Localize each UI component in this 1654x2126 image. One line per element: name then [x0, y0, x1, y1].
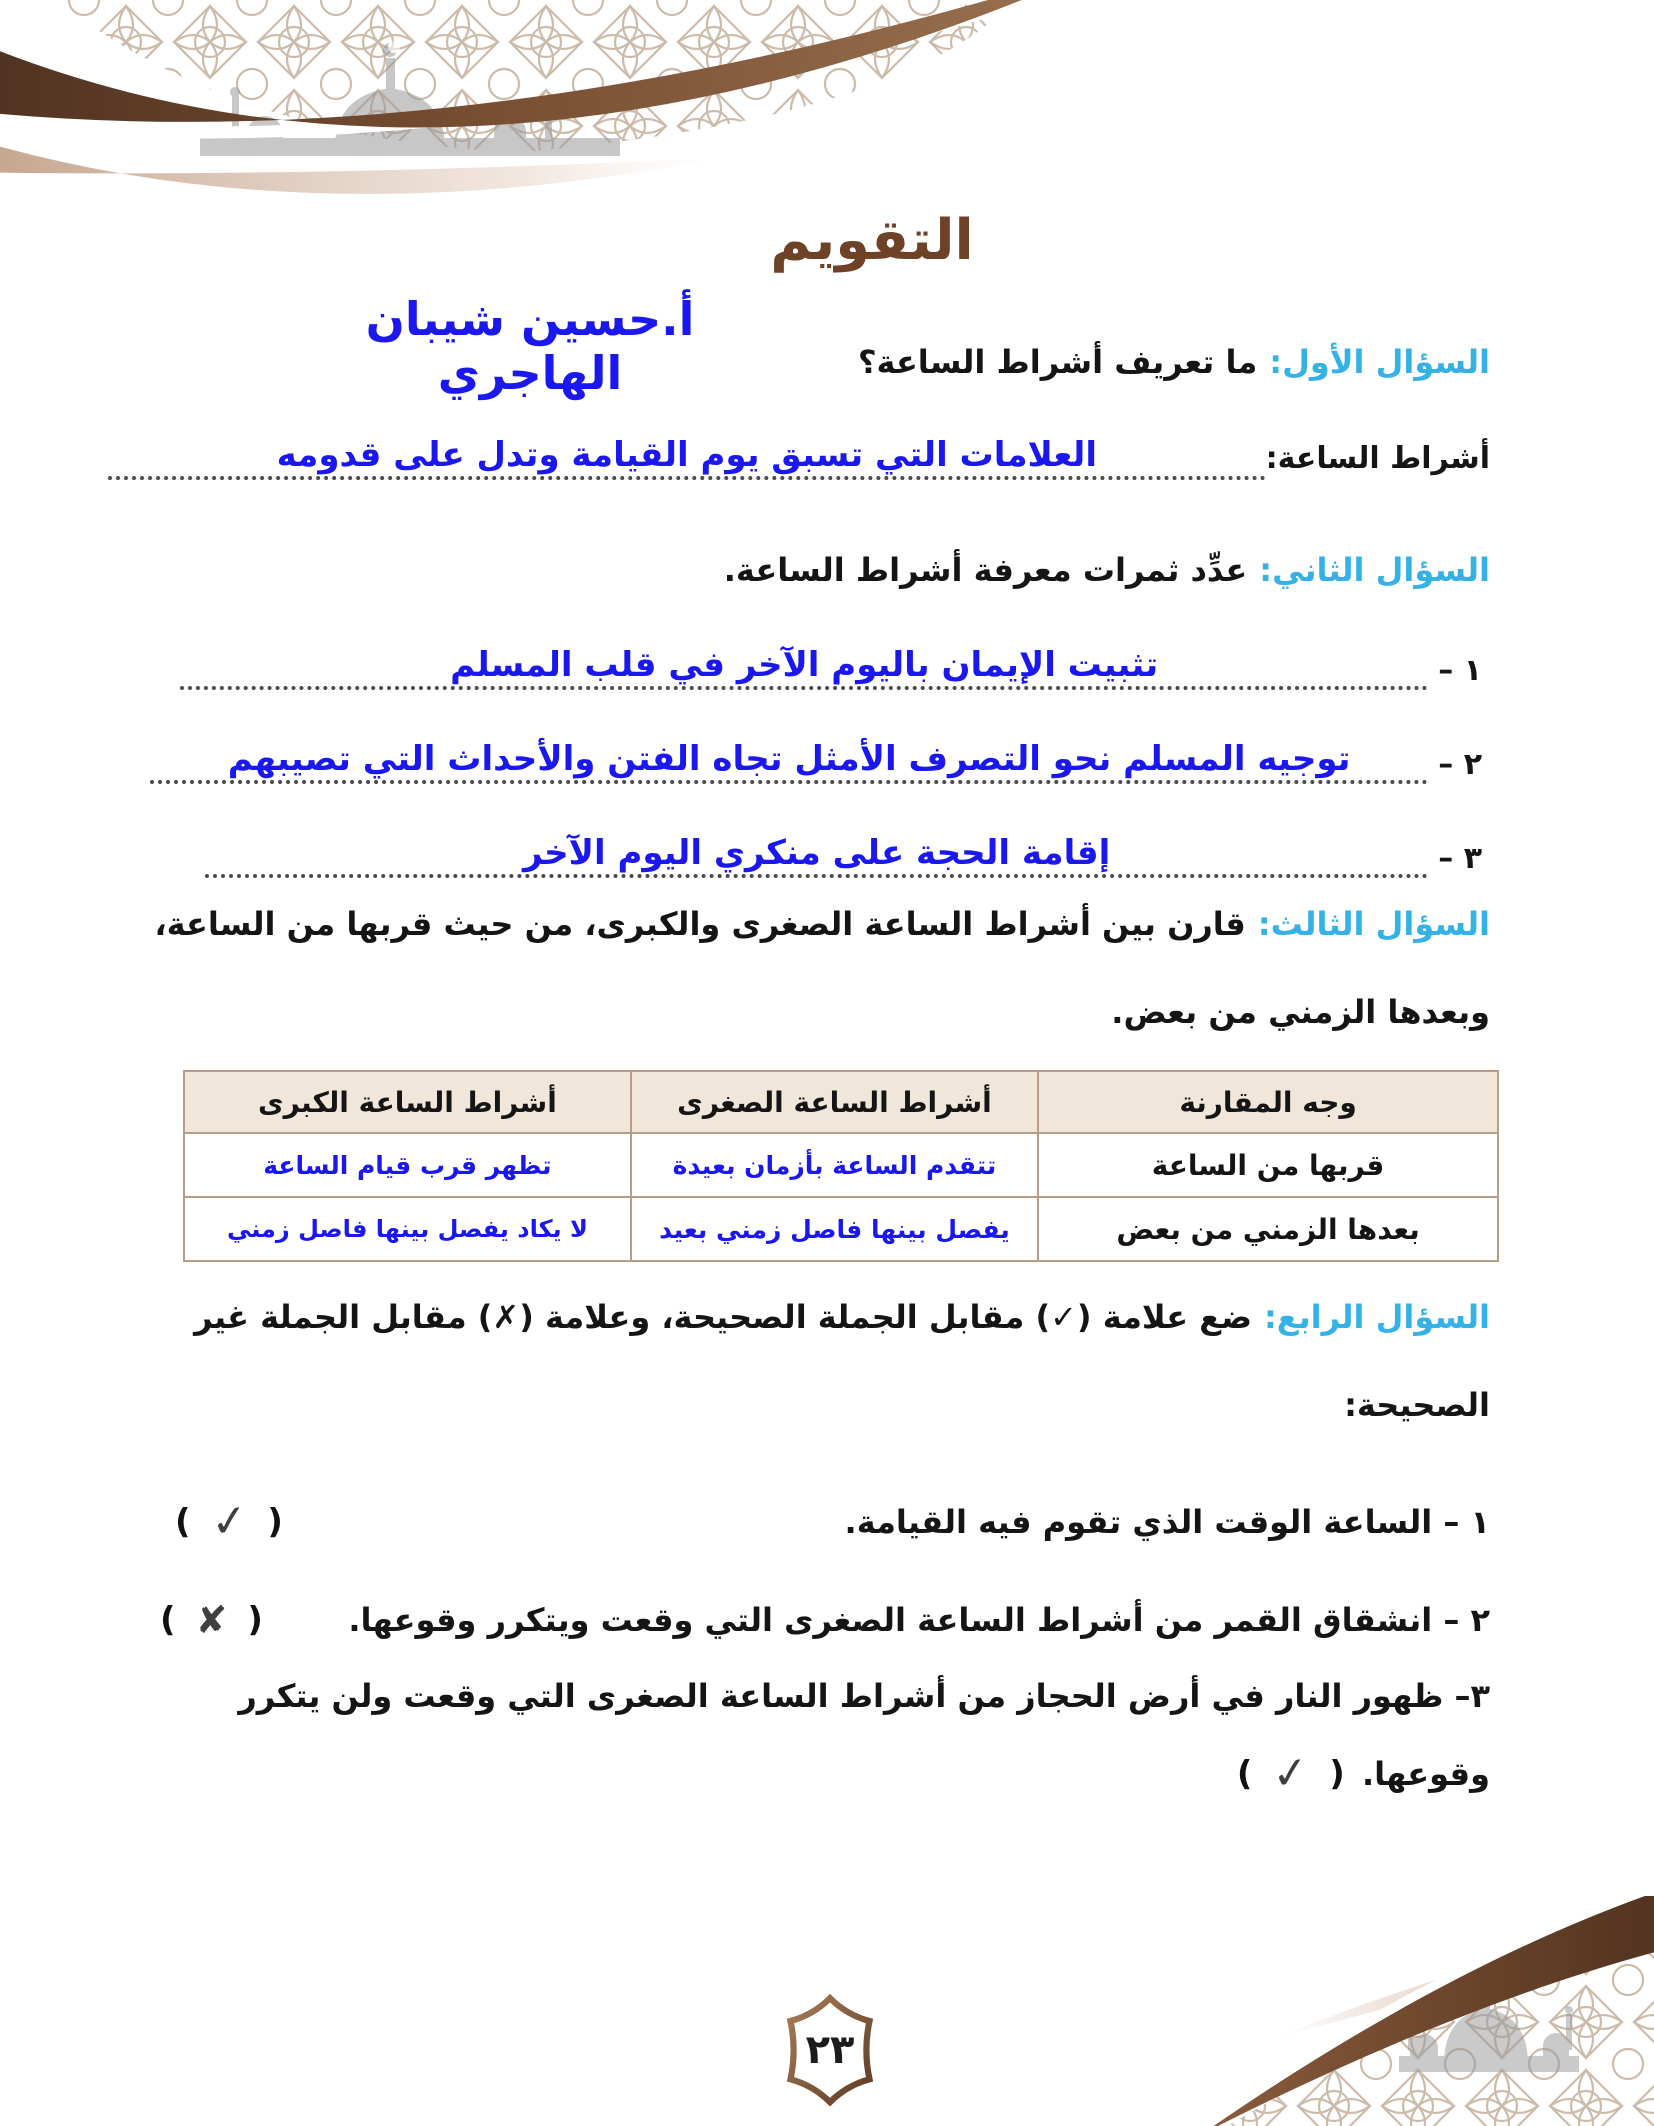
q1-question: ما تعريف أشراط الساعة؟ — [857, 343, 1258, 381]
q3-question-line1: قارن بين أشراط الساعة الصغرى والكبرى، من حيث قربها من الساعة، — [154, 905, 1246, 943]
paren-close: ) — [267, 1502, 283, 1542]
page-number: ٢٣ — [805, 2027, 855, 2073]
page-number-badge — [778, 1994, 882, 2106]
header-aspect: وجه المقارنة — [1038, 1071, 1498, 1133]
check-mark: ✓ — [207, 1494, 250, 1549]
cell-minor-answer: تتقدم الساعة بأزمان بعيدة — [631, 1133, 1038, 1197]
q4-question-line2: الصحيحة: — [1344, 1386, 1490, 1424]
bottom-decoration — [1124, 1896, 1654, 2126]
cell-aspect: بعدها الزمني من بعض — [1038, 1197, 1498, 1261]
q2-item-3 — [205, 804, 1482, 878]
q1-heading — [120, 338, 1490, 388]
item-answer-text: تثبيت الإيمان باليوم الآخر في قلب المسلم — [450, 644, 1159, 685]
answer-mark-group — [160, 1600, 263, 1640]
statement-3-line1 — [120, 1672, 1490, 1722]
q4-label: السؤال الرابع: — [1263, 1298, 1490, 1336]
statement-text: ٣– ظهور النار في أرض الحجاز من أشراط الساعة الصغرى التي وقعت ولن يتكرر — [238, 1677, 1490, 1715]
cell-major-answer: لا يكاد يفصل بينها فاصل زمني — [184, 1197, 631, 1261]
paren-open: ( — [1236, 1754, 1253, 1794]
statement-3-line2 — [120, 1748, 1490, 1801]
q4-question-line1: ضع علامة (✓) مقابل الجملة الصحيحة، وعلامة (✗) مقابل الجملة غير — [194, 1298, 1252, 1336]
paren-open: ( — [160, 1600, 176, 1640]
q2-question: عدِّد ثمرات معرفة أشراط الساعة. — [723, 551, 1248, 589]
q3-heading-line1 — [120, 900, 1490, 950]
top-decoration — [0, 0, 1120, 210]
comparison-table — [183, 1070, 1499, 1262]
dotted-answer-line — [205, 834, 1428, 878]
cell-minor-answer: يفصل بينها فاصل زمني بعيد — [631, 1197, 1038, 1261]
x-mark: ✘ — [195, 1598, 228, 1642]
q1-answer-label: أشراط الساعة: — [1265, 441, 1490, 476]
dotted-answer-line — [108, 436, 1266, 480]
q1-label: السؤال الأول: — [1269, 343, 1490, 381]
statement-text: ١ – الساعة الوقت الذي تقوم فيه القيامة. — [844, 1503, 1490, 1541]
q4-heading-line1 — [120, 1293, 1490, 1343]
item-answer-text: توجيه المسلم نحو التصرف الأمثل تجاه الفتن والأحداث التي تصيبهم — [227, 738, 1351, 779]
item-number: ٣ – — [1438, 841, 1482, 876]
answer-mark-group — [175, 1494, 283, 1549]
dotted-answer-line — [150, 740, 1428, 784]
cell-aspect: قربها من الساعة — [1038, 1133, 1498, 1197]
statement-text: ٢ – انشقاق القمر من أشراط الساعة الصغرى التي وقعت ويتكرر وقوعها. — [348, 1601, 1490, 1639]
answer-mark-group — [1237, 1748, 1345, 1801]
item-answer-text: إقامة الحجة على منكري اليوم الآخر — [522, 832, 1111, 873]
q2-item-1 — [180, 616, 1482, 690]
paren-open: ( — [175, 1502, 191, 1542]
teacher-name-handwriting: أ.حسين شيبان الهاجري — [365, 292, 695, 400]
q4-heading-line2 — [120, 1381, 1490, 1431]
item-number: ١ – — [1438, 653, 1482, 688]
header-minor-signs: أشراط الساعة الصغرى — [631, 1071, 1038, 1133]
header-major-signs: أشراط الساعة الكبرى — [184, 1071, 631, 1133]
statement-1 — [175, 1486, 1490, 1558]
paren-close: ) — [1329, 1754, 1345, 1794]
page-title: التقويم — [770, 208, 974, 273]
q3-heading-line2 — [120, 988, 1490, 1038]
statement-text: وقوعها. — [1361, 1755, 1490, 1793]
paren-close: ) — [247, 1600, 263, 1640]
q2-item-2 — [150, 710, 1482, 784]
q3-label: السؤال الثالث: — [1257, 905, 1490, 943]
q1-answer-line — [108, 420, 1490, 480]
q2-label: السؤال الثاني: — [1259, 551, 1490, 589]
q3-question-line2: وبعدها الزمني من بعض. — [1111, 993, 1490, 1031]
dotted-answer-line — [180, 646, 1428, 690]
table-header-row — [184, 1071, 1498, 1133]
table-row — [184, 1197, 1498, 1261]
check-mark: ✓ — [1269, 1746, 1312, 1802]
item-number: ٢ – — [1438, 747, 1482, 782]
q2-heading — [120, 546, 1490, 596]
table-row — [184, 1133, 1498, 1197]
statement-2 — [160, 1584, 1490, 1656]
cell-major-answer: تظهر قرب قيام الساعة — [184, 1133, 631, 1197]
q1-answer-text: العلامات التي تسبق يوم القيامة وتدل على قدومه — [276, 434, 1097, 475]
